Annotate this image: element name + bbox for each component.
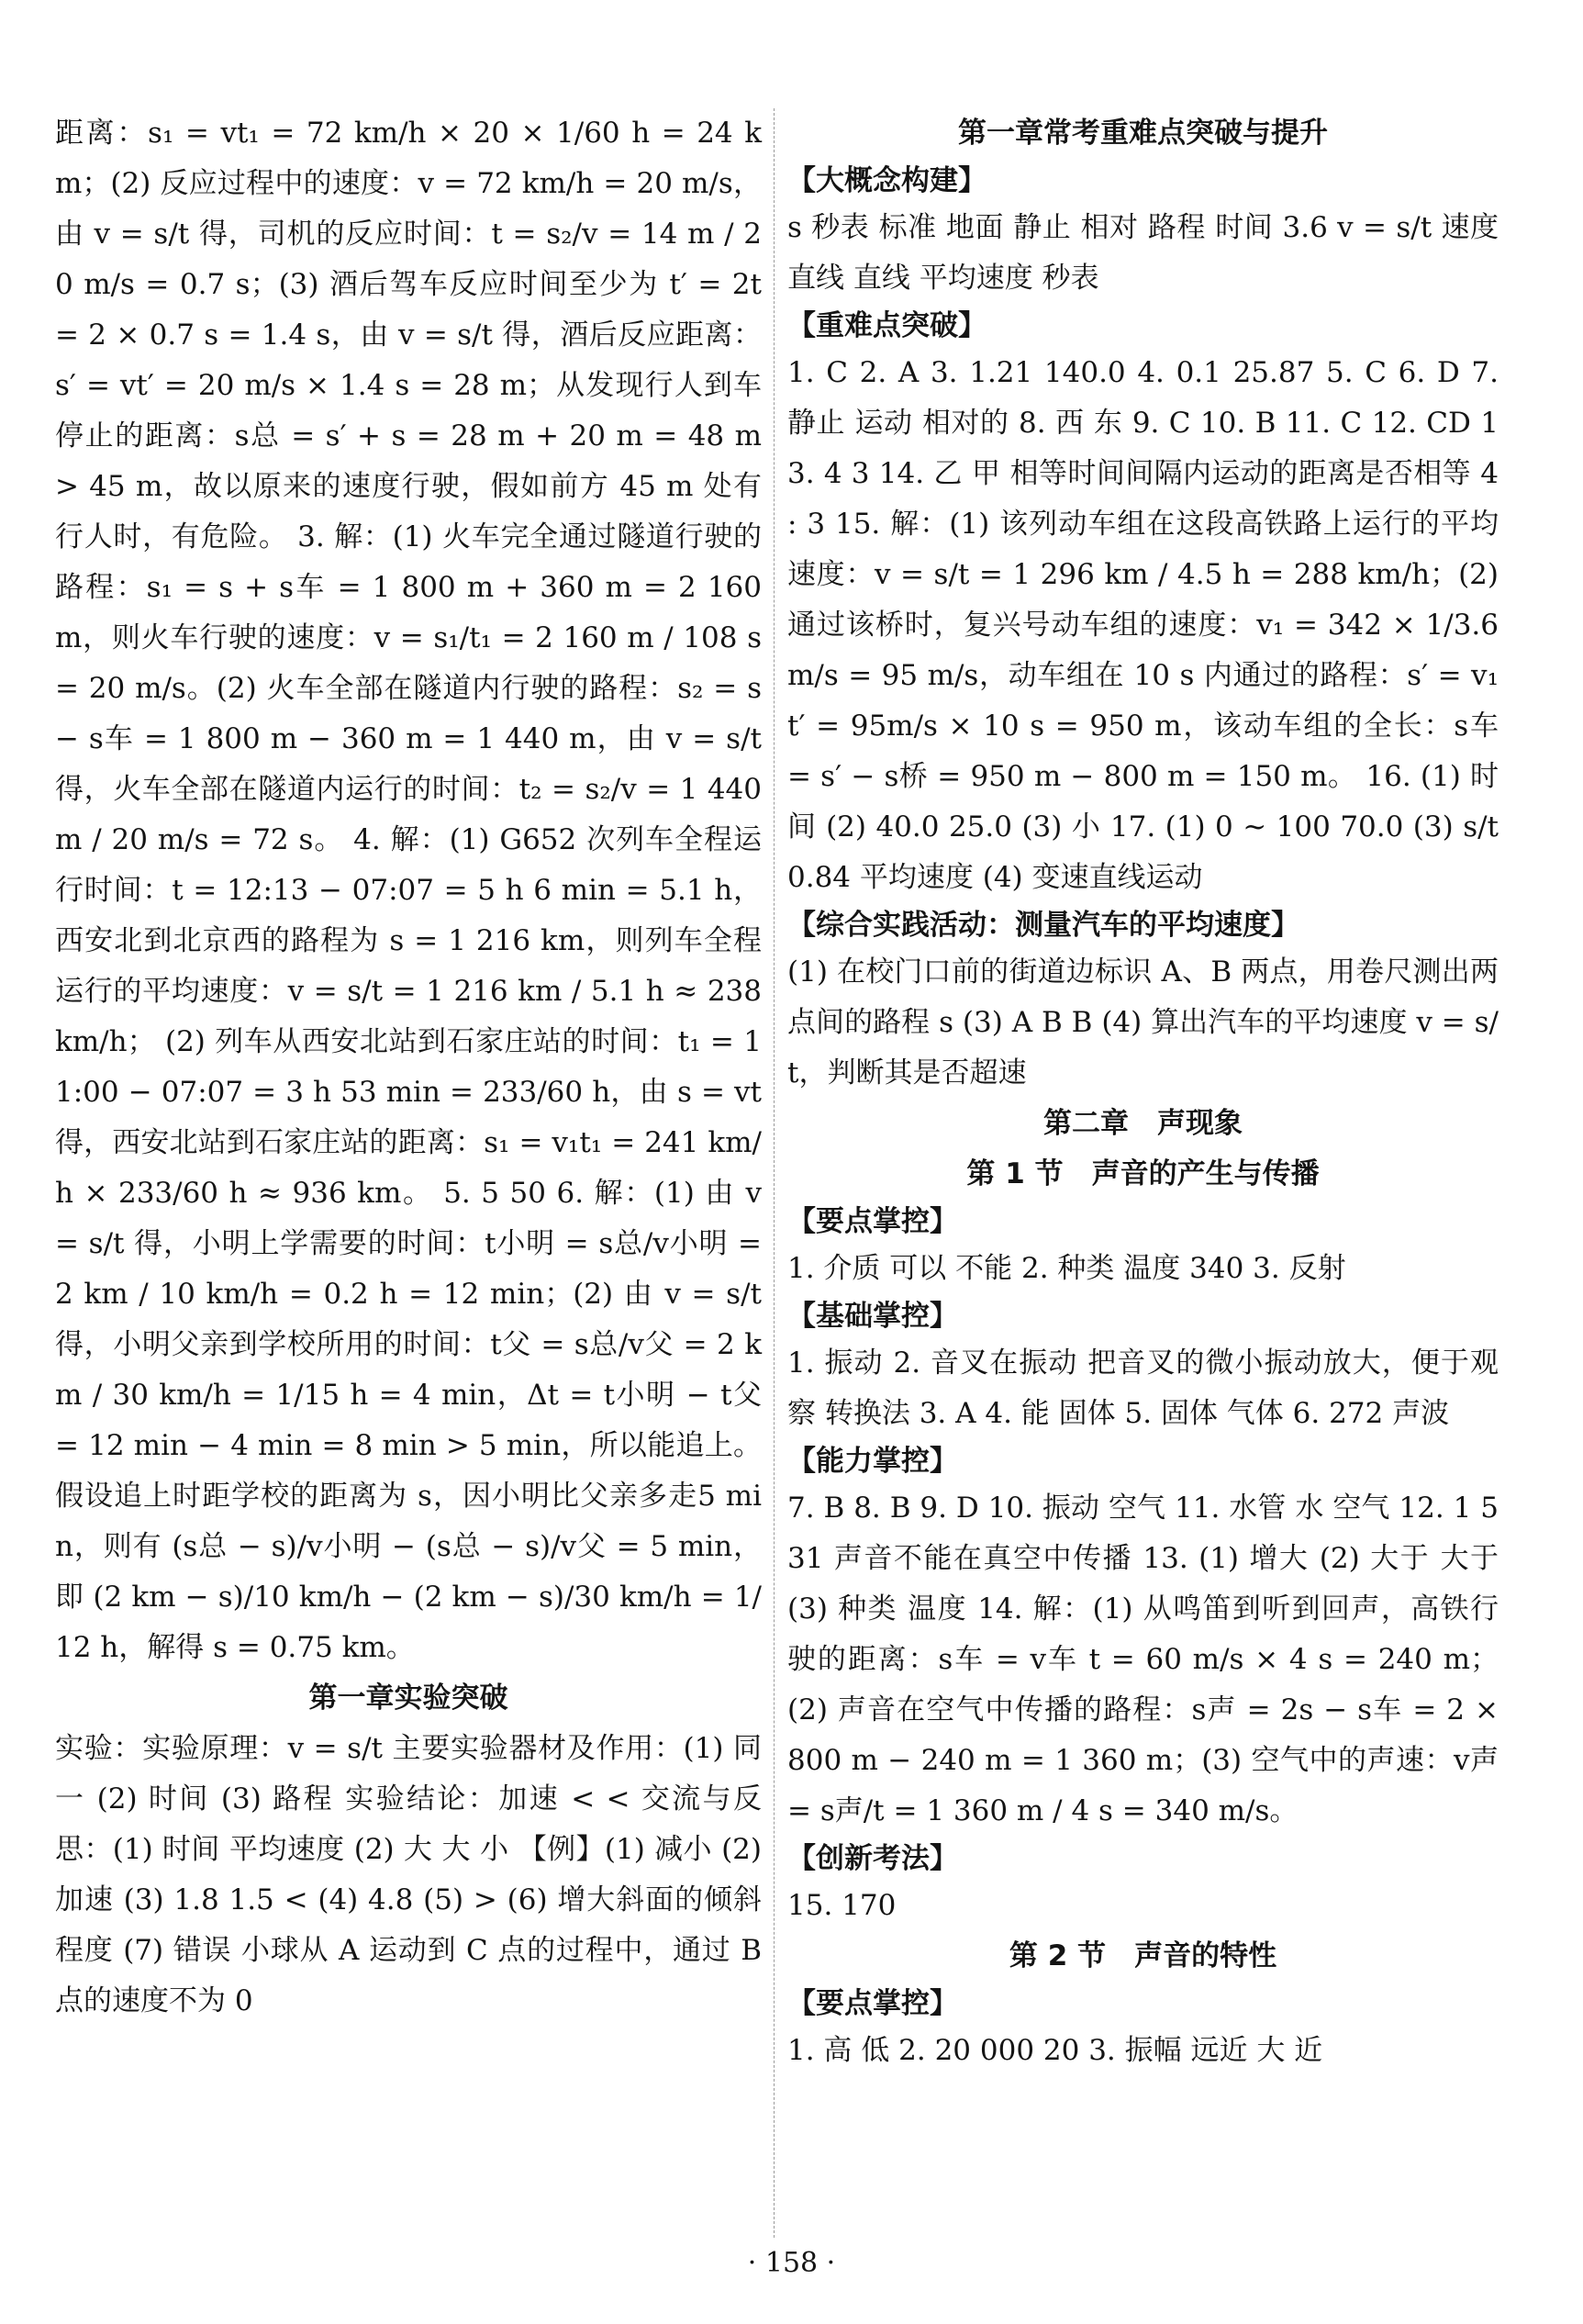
sec2-points-answers: 1. 高 低 2. 20 000 20 3. 振幅 远近 大 近 bbox=[787, 2034, 1323, 2067]
sec1-innovation-answers: 15. 170 bbox=[787, 1889, 897, 1922]
answer-paragraph-ch1-calculations: 距离：s₁ = vt₁ = 72 km/h × 20 × 1/60 h = 24 km；(2) 反应过程中的速度：v = 72 km/h = 20 m/s，由 v = s/t 得，司机的反应时间：t = s₂/v = 14 m / 20 m/s = 0.7 s；(3) 酒后驾车反应时间至少为 t′ = 2t = 2 × 0.7 s = 1.4 s，由 v = s/t 得，酒后反应距离：s′ = vt′ = 20 m/s × 1.4 s = 28 m；从发现行人到车停止的距离：s总 = s′ + s = 28 m + 20 m = 48 m > 45 m，故以原来的速度行驶，假如前方 45 m 处有行人时，有危险。 3. 解：(1) 火车完全通过隧道行驶的路程：s₁ = s + s车 = 1 800 m + 360 m = 2 160 m，则火车行驶的速度：v = s₁/t₁ = 2 160 m / 108 s = 20 m/s。(2) 火车全部在隧道内行驶的路程：s₂ = s − s车 = 1 800 m − 360 m = 1 440 m，由 v = s/t 得，火车全部在隧道内运行的时间：t₂ = s₂/v = 1 440 m / 20 m/s = 72 s。 4. 解：(1) G652 次列车全程运行时间：t = 12:13 − 07:07 = 5 h 6 min = 5.1 h，西安北到北京西的路程为 s = 1 216 km，则列车全程运行的平均速度：v = s/t = 1 216 km / 5.1 h ≈ 238 km/h； (2) 列车从西安北站到石家庄站的时间：t₁ = 11:00 − 07:07 = 3 h 53 min = 233/60 h，由 s = vt 得，西安北站到石家庄站的距离：s₁ = v₁t₁ = 241 km/h × 233/60 h ≈ 936 km。 5. 5 50 6. 解：(1) 由 v = s/t 得，小明上学需要的时间：t小明 = s总/v小明 = 2 km / 10 km/h = 0.2 h = 12 min；(2) 由 v = s/t 得，小明父亲到学校所用的时间：t父 = s总/v父 = 2 km / 30 km/h = 1/15 h = 4 min，Δt = t小明 − t父 = 12 min − 4 min = 8 min > 5 min，所以能追上。假设追上时距学校的距离为 s，因小明比父亲多走5 min，则有 (s总 − s)/v小明 − (s总 − s)/v父 = 5 min，即 (2 km − s)/10 km/h − (2 km − s)/30 km/h = 1/12 h，解得 s = 0.75 km。 bbox=[55, 117, 763, 1664]
column-divider bbox=[774, 108, 775, 2238]
page-number: · 158 · bbox=[747, 2247, 836, 2279]
sec2-title: 第 2 节 声音的特性 bbox=[1009, 1939, 1277, 1972]
ch1-review-title: 第一章常考重难点突破与提升 bbox=[958, 117, 1328, 150]
big-concept-heading: 【大概念构建】 bbox=[787, 164, 987, 197]
sec1-basic-heading: 【基础掌控】 bbox=[787, 1300, 958, 1333]
practice-activity-heading: 【综合实践活动：测量汽车的平均速度】 bbox=[787, 909, 1299, 942]
big-concept-answers: s 秒表 标准 地面 静止 相对 路程 时间 3.6 v = s/t 速度 直线 直线 平均速度 秒表 bbox=[787, 211, 1499, 295]
sec1-innovation-heading: 【创新考法】 bbox=[787, 1842, 958, 1875]
sec1-points-heading: 【要点掌控】 bbox=[787, 1205, 958, 1238]
sec1-basic-answers: 1. 振动 2. 音叉在振动 把音叉的微小振动放大，便于观察 转换法 3. A 4. 能 固体 5. 固体 气体 6. 272 声波 bbox=[787, 1346, 1499, 1430]
sec1-title: 第 1 节 声音的产生与传播 bbox=[966, 1157, 1320, 1190]
sec1-ability-heading: 【能力掌控】 bbox=[787, 1445, 958, 1478]
key-points-heading: 【重难点突破】 bbox=[787, 309, 987, 342]
ch1-experiment-title: 第一章实验突破 bbox=[308, 1682, 508, 1715]
sec2-points-heading: 【要点掌控】 bbox=[787, 1987, 958, 2020]
ch2-title: 第二章 声现象 bbox=[1043, 1107, 1243, 1140]
key-points-answers: 1. C 2. A 3. 1.21 140.0 4. 0.1 25.87 5. C 6. D 7. 静止 运动 相对的 8. 西 东 9. C 10. B 11. C 12. CD 13. 4 3 14. 乙 甲 相等时间间隔内运动的距离是否相等 4 : 3 15. 解：(1) 该列动车组在这段高铁路上运行的平均速度：v = s/t = 1 296 km / 4.5 h = 288 km/h；(2) 通过该桥时，复兴号动车组的速度：v₁ = 342 × 1/3.6 m/s = 95 m/s，动车组在 10 s 内通过的路程：s′ = v₁t′ = 95m/s × 10 s = 950 m，该动车组的全长：s车 = s′ − s桥 = 950 m − 800 m = 150 m。 16. (1) 时间 (2) 40.0 25.0 (3) 小 17. (1) 0 ~ 100 70.0 (3) s/t 0.84 平均速度 (4) 变速直线运动 bbox=[787, 356, 1499, 894]
right-column bbox=[787, 108, 1499, 2076]
sec1-ability-answers: 7. B 8. B 9. D 10. 振动 空气 11. 水管 水 空气 12. 1 531 声音不能在真空中传播 13. (1) 增大 (2) 大于 大于 (3) 种类 温度 14. 解：(1) 从鸣笛到听到回声，高铁行驶的距离：s车 = v车 t = 60 m/s × 4 s = 240 m；(2) 声音在空气中传播的路程：s声 = 2s − s车 = 2 × 800 m − 240 m = 1 360 m；(3) 空气中的声速：v声 = s声/t = 1 360 m / 4 s = 340 m/s。 bbox=[787, 1492, 1499, 1827]
ch1-experiment-answers: 实验：实验原理：v = s/t 主要实验器材及作用：(1) 同一 (2) 时间 (3) 路程 实验结论：加速 < < 交流与反思：(1) 时间 平均速度 (2) 大 大 小 【例】(1) 减小 (2) 加速 (3) 1.8 1.5 < (4) 4.8 (5) > (6) 增大斜面的倾斜程度 (7) 错误 小球从 A 运动到 C 点的过程中，通过 B 点的速度不为 0 bbox=[55, 1732, 762, 2017]
practice-activity-answers: (1) 在校门口前的街道边标识 A、B 两点，用卷尺测出两点间的路程 s (3) A B B (4) 算出汽车的平均速度 v = s/t，判断其是否超速 bbox=[787, 955, 1499, 1089]
left-column bbox=[55, 108, 762, 2027]
sec1-points-answers: 1. 介质 可以 不能 2. 种类 温度 340 3. 反射 bbox=[787, 1252, 1346, 1285]
